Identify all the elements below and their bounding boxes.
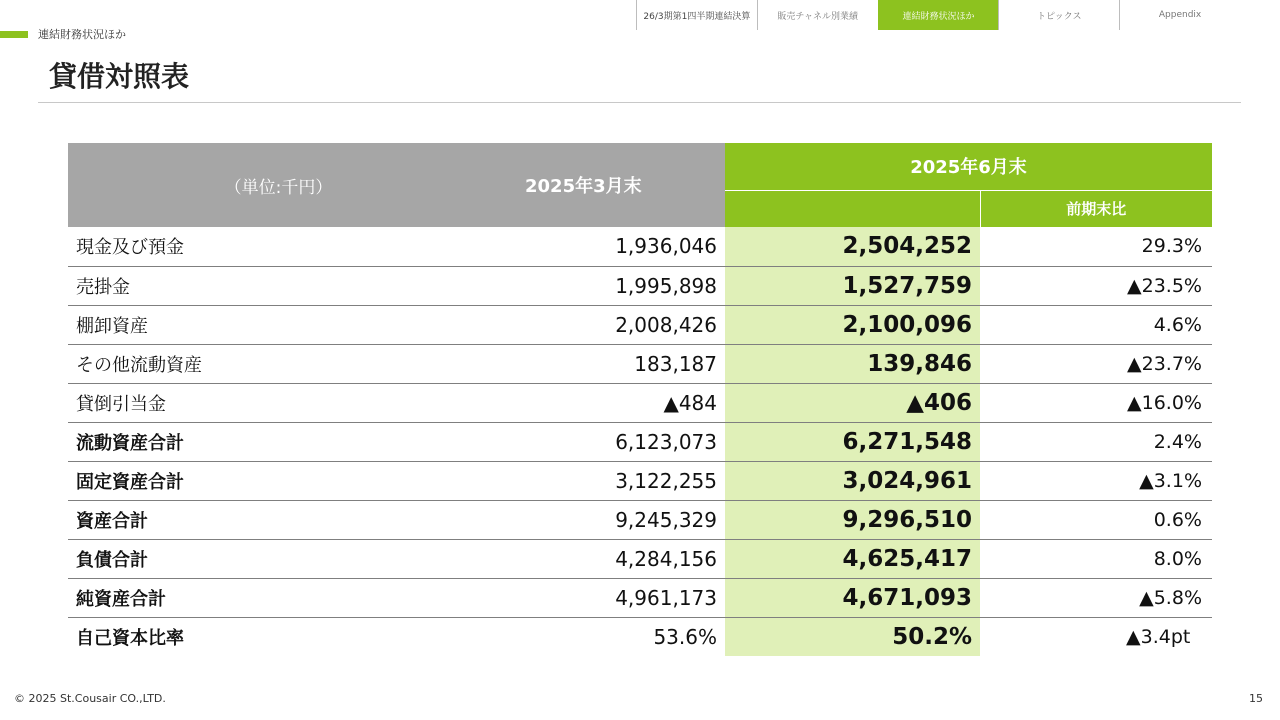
table-row bbox=[68, 539, 1212, 578]
prev-value: 1,995,898 bbox=[469, 266, 725, 305]
cur-value: 2,504,252 bbox=[725, 227, 980, 266]
unit-label-header: （単位:千円） bbox=[68, 143, 469, 227]
table-row bbox=[68, 383, 1212, 422]
row-label: 売掛金 bbox=[68, 266, 469, 305]
table-row bbox=[68, 422, 1212, 461]
ratio-value: ▲23.5% bbox=[980, 266, 1212, 305]
prev-period-header: 2025年3月末 bbox=[469, 143, 725, 227]
tab-financial-position[interactable]: 連結財務状況ほか bbox=[878, 0, 999, 30]
table-row bbox=[68, 578, 1212, 617]
prev-value: 4,961,173 bbox=[469, 578, 725, 617]
table-row bbox=[68, 344, 1212, 383]
ratio-value: ▲3.4pt bbox=[1126, 625, 1191, 648]
ratio-value: 2.4% bbox=[980, 422, 1212, 461]
row-label: 流動資産合計 bbox=[68, 422, 469, 461]
row-label: 固定資産合計 bbox=[68, 461, 469, 500]
prev-value: 4,284,156 bbox=[469, 539, 725, 578]
table-row bbox=[68, 461, 1212, 500]
cur-value: 1,527,759 bbox=[725, 266, 980, 305]
ratio-value: ▲16.0% bbox=[980, 383, 1212, 422]
tab-quarterly-results[interactable]: 26/3期第1四半期連結決算 bbox=[636, 0, 757, 30]
row-label: 資産合計 bbox=[68, 500, 469, 539]
cur-value: 9,296,510 bbox=[725, 500, 980, 539]
ratio-value: 4.6% bbox=[980, 305, 1212, 344]
table-row bbox=[68, 305, 1212, 344]
prev-value: 183,187 bbox=[469, 344, 725, 383]
prev-value: 1,936,046 bbox=[469, 227, 725, 266]
table-row bbox=[68, 227, 1212, 266]
cur-value: 6,271,548 bbox=[725, 422, 980, 461]
cur-period-subheader bbox=[725, 190, 980, 227]
cur-value: 2,100,096 bbox=[725, 305, 980, 344]
table-row bbox=[68, 266, 1212, 305]
section-accent-bar bbox=[0, 31, 28, 38]
row-label: その他流動資産 bbox=[68, 344, 469, 383]
ratio-value: ▲23.7% bbox=[980, 344, 1212, 383]
row-label: 現金及び預金 bbox=[68, 227, 469, 266]
ratio-value: ▲5.8% bbox=[980, 578, 1212, 617]
cur-value: 50.2% bbox=[725, 617, 980, 656]
page-title: 貸借対照表 bbox=[49, 60, 190, 93]
tab-sales-channel[interactable]: 販売チャネル別業績 bbox=[757, 0, 878, 30]
prev-value: 53.6% bbox=[653, 624, 717, 649]
ratio-value: 29.3% bbox=[980, 227, 1212, 266]
ratio-value: ▲3.1% bbox=[980, 461, 1212, 500]
prev-value: 6,123,073 bbox=[469, 422, 725, 461]
prev-value: 2,008,426 bbox=[469, 305, 725, 344]
cur-value: ▲406 bbox=[725, 383, 980, 422]
page-number: 15 bbox=[1249, 692, 1263, 705]
ratio-value: 8.0% bbox=[980, 539, 1212, 578]
prev-value: 3,122,255 bbox=[469, 461, 725, 500]
table-row bbox=[68, 500, 1212, 539]
row-label: 棚卸資産 bbox=[68, 305, 469, 344]
cur-value: 139,846 bbox=[725, 344, 980, 383]
title-divider bbox=[38, 102, 1241, 103]
cur-value: 3,024,961 bbox=[725, 461, 980, 500]
ratio-value: 0.6% bbox=[980, 500, 1212, 539]
row-label: 貸倒引当金 bbox=[68, 383, 469, 422]
ratio-header: 前期末比 bbox=[980, 190, 1212, 227]
cur-value: 4,671,093 bbox=[725, 578, 980, 617]
tab-topics[interactable]: トピックス bbox=[998, 0, 1119, 30]
row-label: 負債合計 bbox=[68, 539, 469, 578]
tab-appendix[interactable]: Appendix bbox=[1119, 0, 1240, 30]
cur-value: 4,625,417 bbox=[725, 539, 980, 578]
row-label: 純資産合計 bbox=[68, 578, 469, 617]
copyright: © 2025 St.Cousair CO.,LTD. bbox=[14, 692, 166, 705]
prev-value: ▲484 bbox=[469, 383, 725, 422]
table-row bbox=[68, 617, 1212, 656]
row-label: 自己資本比率 bbox=[76, 627, 184, 649]
prev-value: 9,245,329 bbox=[469, 500, 725, 539]
cur-period-header: 2025年6月末 bbox=[725, 143, 1212, 190]
balance-sheet-table bbox=[68, 143, 1212, 656]
section-label: 連結財務状況ほか bbox=[38, 28, 126, 41]
top-navigation bbox=[636, 0, 1240, 30]
